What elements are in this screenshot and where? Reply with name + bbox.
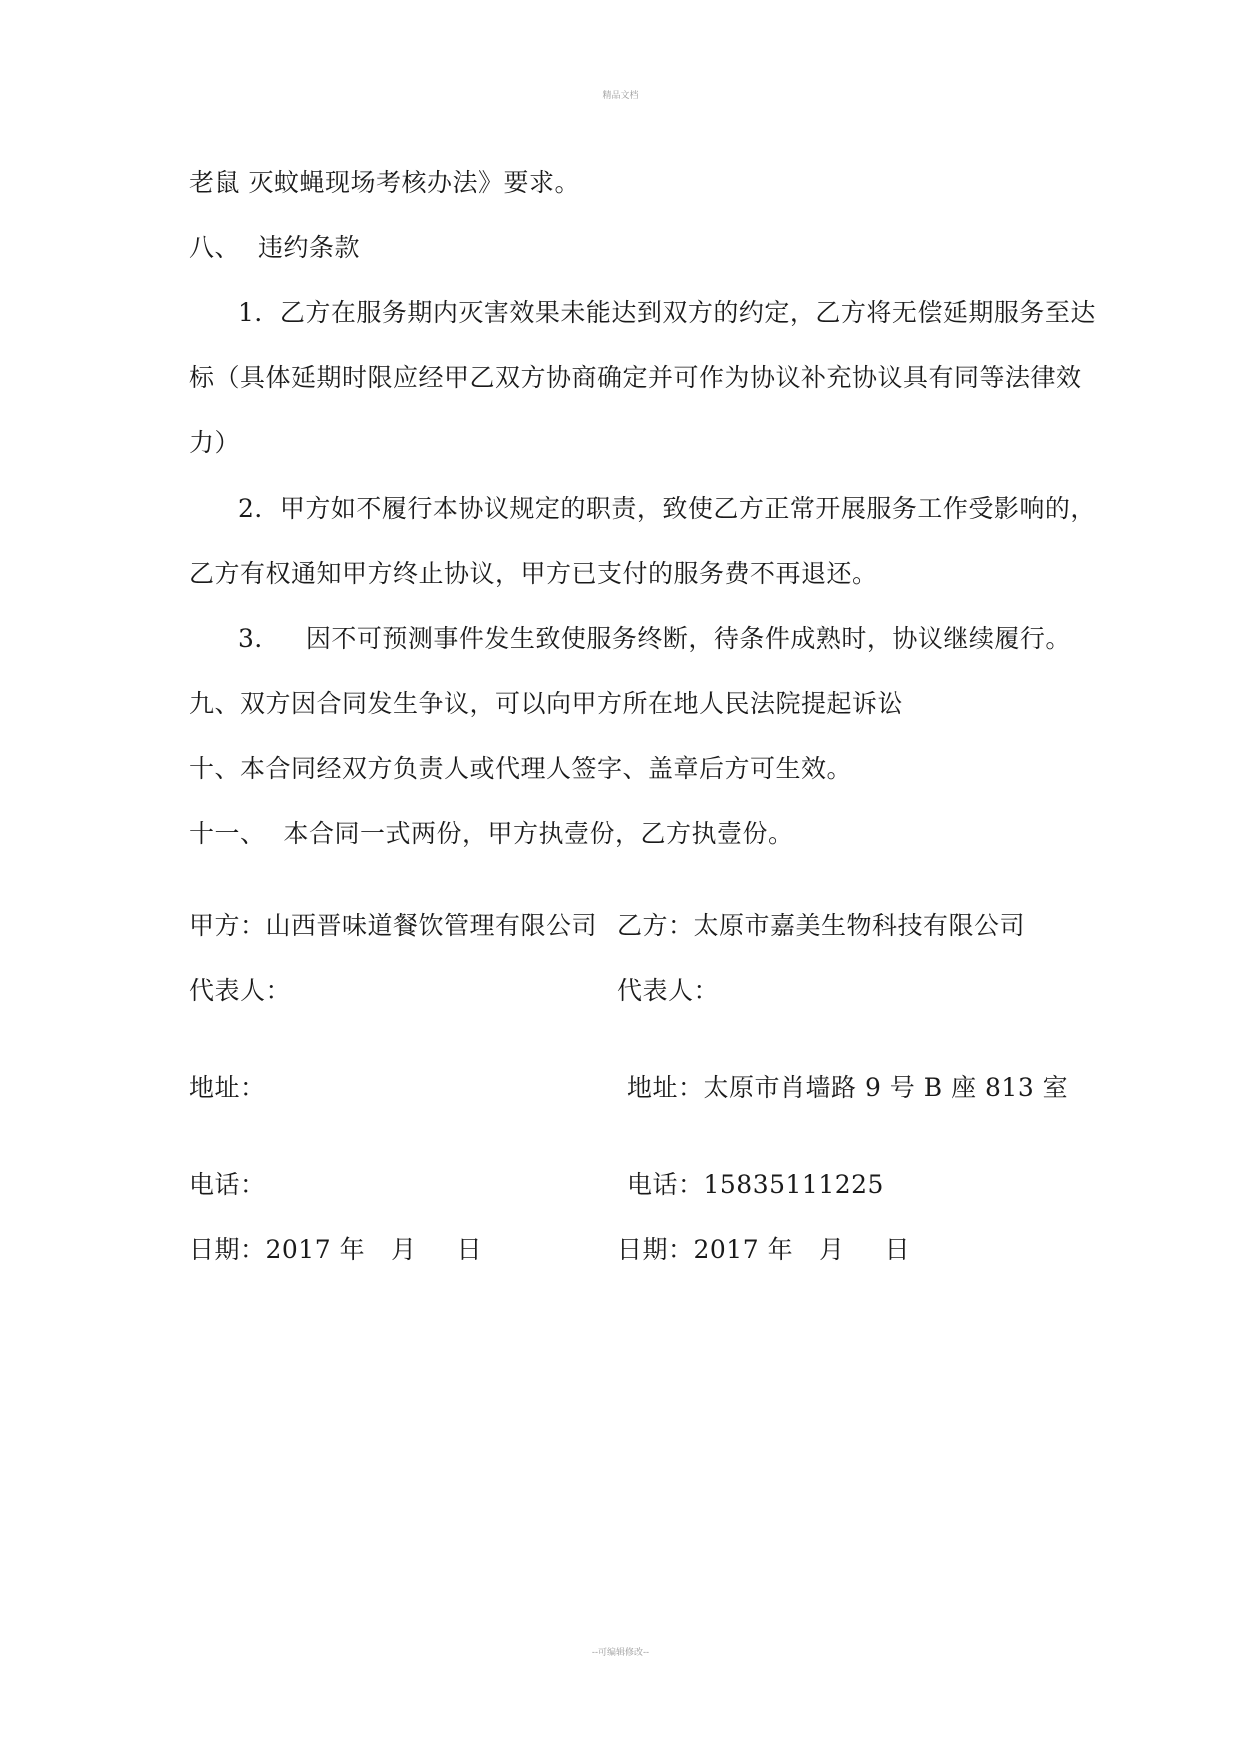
party-a-date [189,1235,482,1265]
date-month: 月 [391,1235,417,1264]
section-heading-8 [189,233,360,263]
party-b-name: 乙方：太原市嘉美生物科技有限公司 [617,911,1026,940]
section-number: 八、 [189,233,241,262]
section-title: 违约条款 [258,233,361,262]
date-day: 日 [884,1235,911,1264]
date-prefix: 日期：2017 年 [189,1235,366,1264]
page-header: 精品文档 [602,91,639,101]
section-10: 十、本合同经双方负责人或代理人签字、盖章后方可生效。 [189,754,853,783]
party-b-date [617,1235,910,1265]
clause-text: 因不可预测事件发生致使服务终断，待条件成熟时，协议继续履行。 [305,624,1071,653]
section-number: 十一、 [189,819,266,848]
party-b-address: 地址：太原市肖墙路 9 号 B 座 813 室 [627,1073,1069,1102]
clause-3 [238,624,1071,654]
page-footer: --可编辑修改-- [591,1648,650,1658]
clause-1-line-2: 标（具体延期时限应经甲乙双方协商确定并可作为协议补充协议具有同等法律效 [189,363,1082,392]
clause-2-line-2: 乙方有权通知甲方终止协议，甲方已支付的服务费不再退还。 [189,559,878,588]
party-a-address: 地址： [189,1073,266,1102]
clause-1-line-1: 1．乙方在服务期内灭害效果未能达到双方的约定，乙方将无偿延期服务至达 [238,298,1096,327]
section-text: 本合同一式两份，甲方执壹份，乙方执壹份。 [283,819,794,848]
party-b-representative: 代表人： [617,976,720,1005]
date-day: 日 [456,1235,483,1264]
party-a-name: 甲方：山西晋味道餐饮管理有限公司 [189,911,598,940]
paragraph-line: 老鼠 灭蚊蝇现场考核办法》要求。 [189,168,580,197]
clause-2-line-1: 2．甲方如不履行本协议规定的职责，致使乙方正常开展服务工作受影响的， [238,494,1096,523]
section-11 [189,819,794,849]
clause-number: 3． [238,624,280,653]
date-month: 月 [819,1235,845,1264]
date-prefix: 日期：2017 年 [617,1235,794,1264]
party-b-phone: 电话：15835111225 [627,1170,884,1199]
party-a-phone: 电话： [189,1170,266,1199]
party-a-representative: 代表人： [189,976,292,1005]
section-9: 九、双方因合同发生争议，可以向甲方所在地人民法院提起诉讼 [189,689,904,718]
clause-1-line-3: 力） [189,428,241,457]
